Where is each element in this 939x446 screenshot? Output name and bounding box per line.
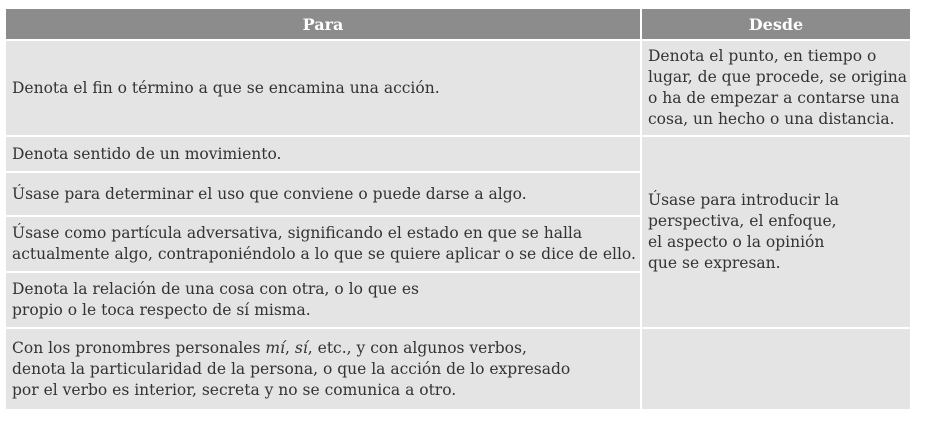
header-para: Para (6, 9, 640, 39)
cell-para (6, 217, 640, 271)
cell-text: Denota la relación de una cosa con otra, o lo que es (12, 280, 419, 298)
header-row (6, 9, 910, 39)
table-row (6, 329, 910, 409)
table-row (6, 41, 910, 135)
cell-text: lugar, de que procede, se origina (648, 68, 908, 86)
cell-text: Denota el punto, en tiempo o (648, 47, 877, 65)
cell-para (6, 173, 640, 215)
cell-text: o ha de empezar a contarse una (648, 89, 900, 107)
cell-text: Úsase para determinar el uso que conviene o puede darse a algo. (12, 184, 527, 203)
cell-text (12, 338, 634, 359)
cell-para (6, 137, 640, 171)
cell-text: el aspecto o la opinión (648, 233, 825, 251)
para-desde-table (4, 7, 912, 411)
cell-text: por el verbo es interior, secreta y no se comunica a otro. (12, 380, 457, 399)
cell-text: perspectiva, el enfoque, (648, 212, 837, 230)
cell-text: que se expresan. (648, 254, 781, 272)
cell-text: Denota sentido de un movimiento. (12, 144, 282, 163)
cell-desde-empty (642, 329, 910, 409)
cell-text: actualmente algo, contraponiéndolo a lo que se quiere aplicar o se dice de ello. (12, 245, 636, 263)
cell-desde (642, 41, 910, 135)
cell-desde-merged (642, 137, 910, 327)
text-run: , (285, 338, 295, 357)
cell-text: propio o le toca respecto de sí misma. (12, 301, 311, 319)
cell-para (6, 329, 640, 409)
table-row (6, 137, 910, 171)
header-desde: Desde (642, 9, 910, 39)
cell-text: denota la particularidad de la persona, o que la acción de lo expresado (12, 359, 571, 378)
italic-pronoun-si: sí (294, 338, 308, 357)
cell-text: Denota el fin o término a que se encamina una acción. (12, 78, 440, 97)
text-run: Con los pronombres personales (12, 338, 266, 357)
cell-text: Úsase para introducir la (648, 191, 840, 209)
cell-para (6, 273, 640, 327)
text-run: , etc., y con algunos verbos, (307, 338, 527, 357)
italic-pronoun-mi: mí (265, 338, 286, 357)
cell-para (6, 41, 640, 135)
cell-text: cosa, un hecho o una distancia. (648, 110, 895, 128)
cell-text: Úsase como partícula adversativa, significando el estado en que se halla (12, 224, 583, 242)
